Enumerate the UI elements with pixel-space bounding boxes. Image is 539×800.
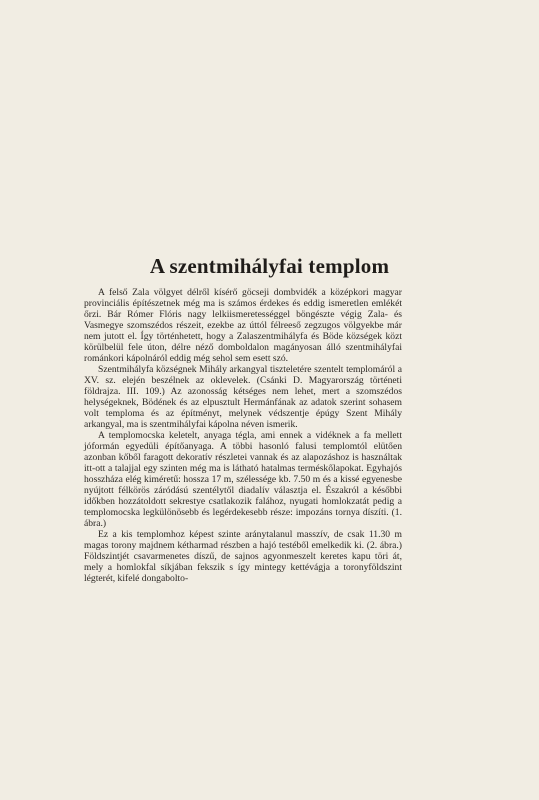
paragraph: Ez a kis templomhoz képest szinte aránytalanul masszív, de csak 11.30 m magas torony majdnem kétharmad részben a hajó testéből emelkedik ki. (2. ábra.) Földszintjét csavarmenetes díszű, de sajnos agyonmeszelt keretes kapu töri át, mely a homlokfal síkjában fekszik s így mintegy kettévágja a toronyföldszint légterét, kifelé dongabolto- bbox=[84, 529, 402, 584]
article-body bbox=[84, 287, 402, 584]
paragraph: A templomocska keletelt, anyaga tégla, ami ennek a vidéknek a fa mellett jóformán egyedüli építőanyaga. A többi hasonló falusi templomtól elütően azonban kőből faragott dekoratív részletei vannak és az alapozáshoz is használtak itt-ott a talajjal egy szinten még ma is látható hatalmas terméskőlapokat. Egyhajós hosszháza elég kiméretű: hossza 17 m, szélessége kb. 7.50 m és a kissé egyenesbe nyújtott félkörös záródású szentélytől diadalív választja el. Északról a későbbi időkben hozzátoldott sekrestye csatlakozik falához, nyugati homlokzatát pedig a templomocska legkülönösebb és legérdekesebb része: impozáns tornya díszíti. (1. ábra.) bbox=[84, 430, 402, 529]
page-title: A szentmihályfai templom bbox=[149, 254, 390, 278]
paragraph: Szentmihályfa községnek Mihály arkangyal tiszteletére szentelt templomáról a XV. sz. elején beszélnek az oklevelek. (Csánki D. Magyarország történeti földrajza. III. 109.) Az azonosság kétséges nem lehet, mert a szomszédos helységeknek, Bödének és az elpusztult Hermánfának az adatok szerint sohasem volt temploma és az építményt, melynek védszentje épúgy Szent Mihály arkangyal, ma is szentmihályfai kápolna néven ismerik. bbox=[84, 364, 402, 430]
paragraph: A felső Zala völgyet délről kísérő göcseji dombvidék a középkori magyar provinciális építészetnek még ma is számos érdekes és eddig ismeretlen emlékét őrzi. Bár Rómer Flóris nagy lelkiismeretességgel böngészte végig Zala- és Vasmegye szomszédos részeit, ezekbe az úttól félreeső zegzugos völgyekbe már nem jutott el. Így történhetett, hogy a Zalaszentmihályfa és Böde községek közt körülbelül fele úton, délre néző domboldalon magányosan álló szentmihályfai románkori kápolnáról eddig még sehol sem esett szó. bbox=[84, 287, 402, 364]
